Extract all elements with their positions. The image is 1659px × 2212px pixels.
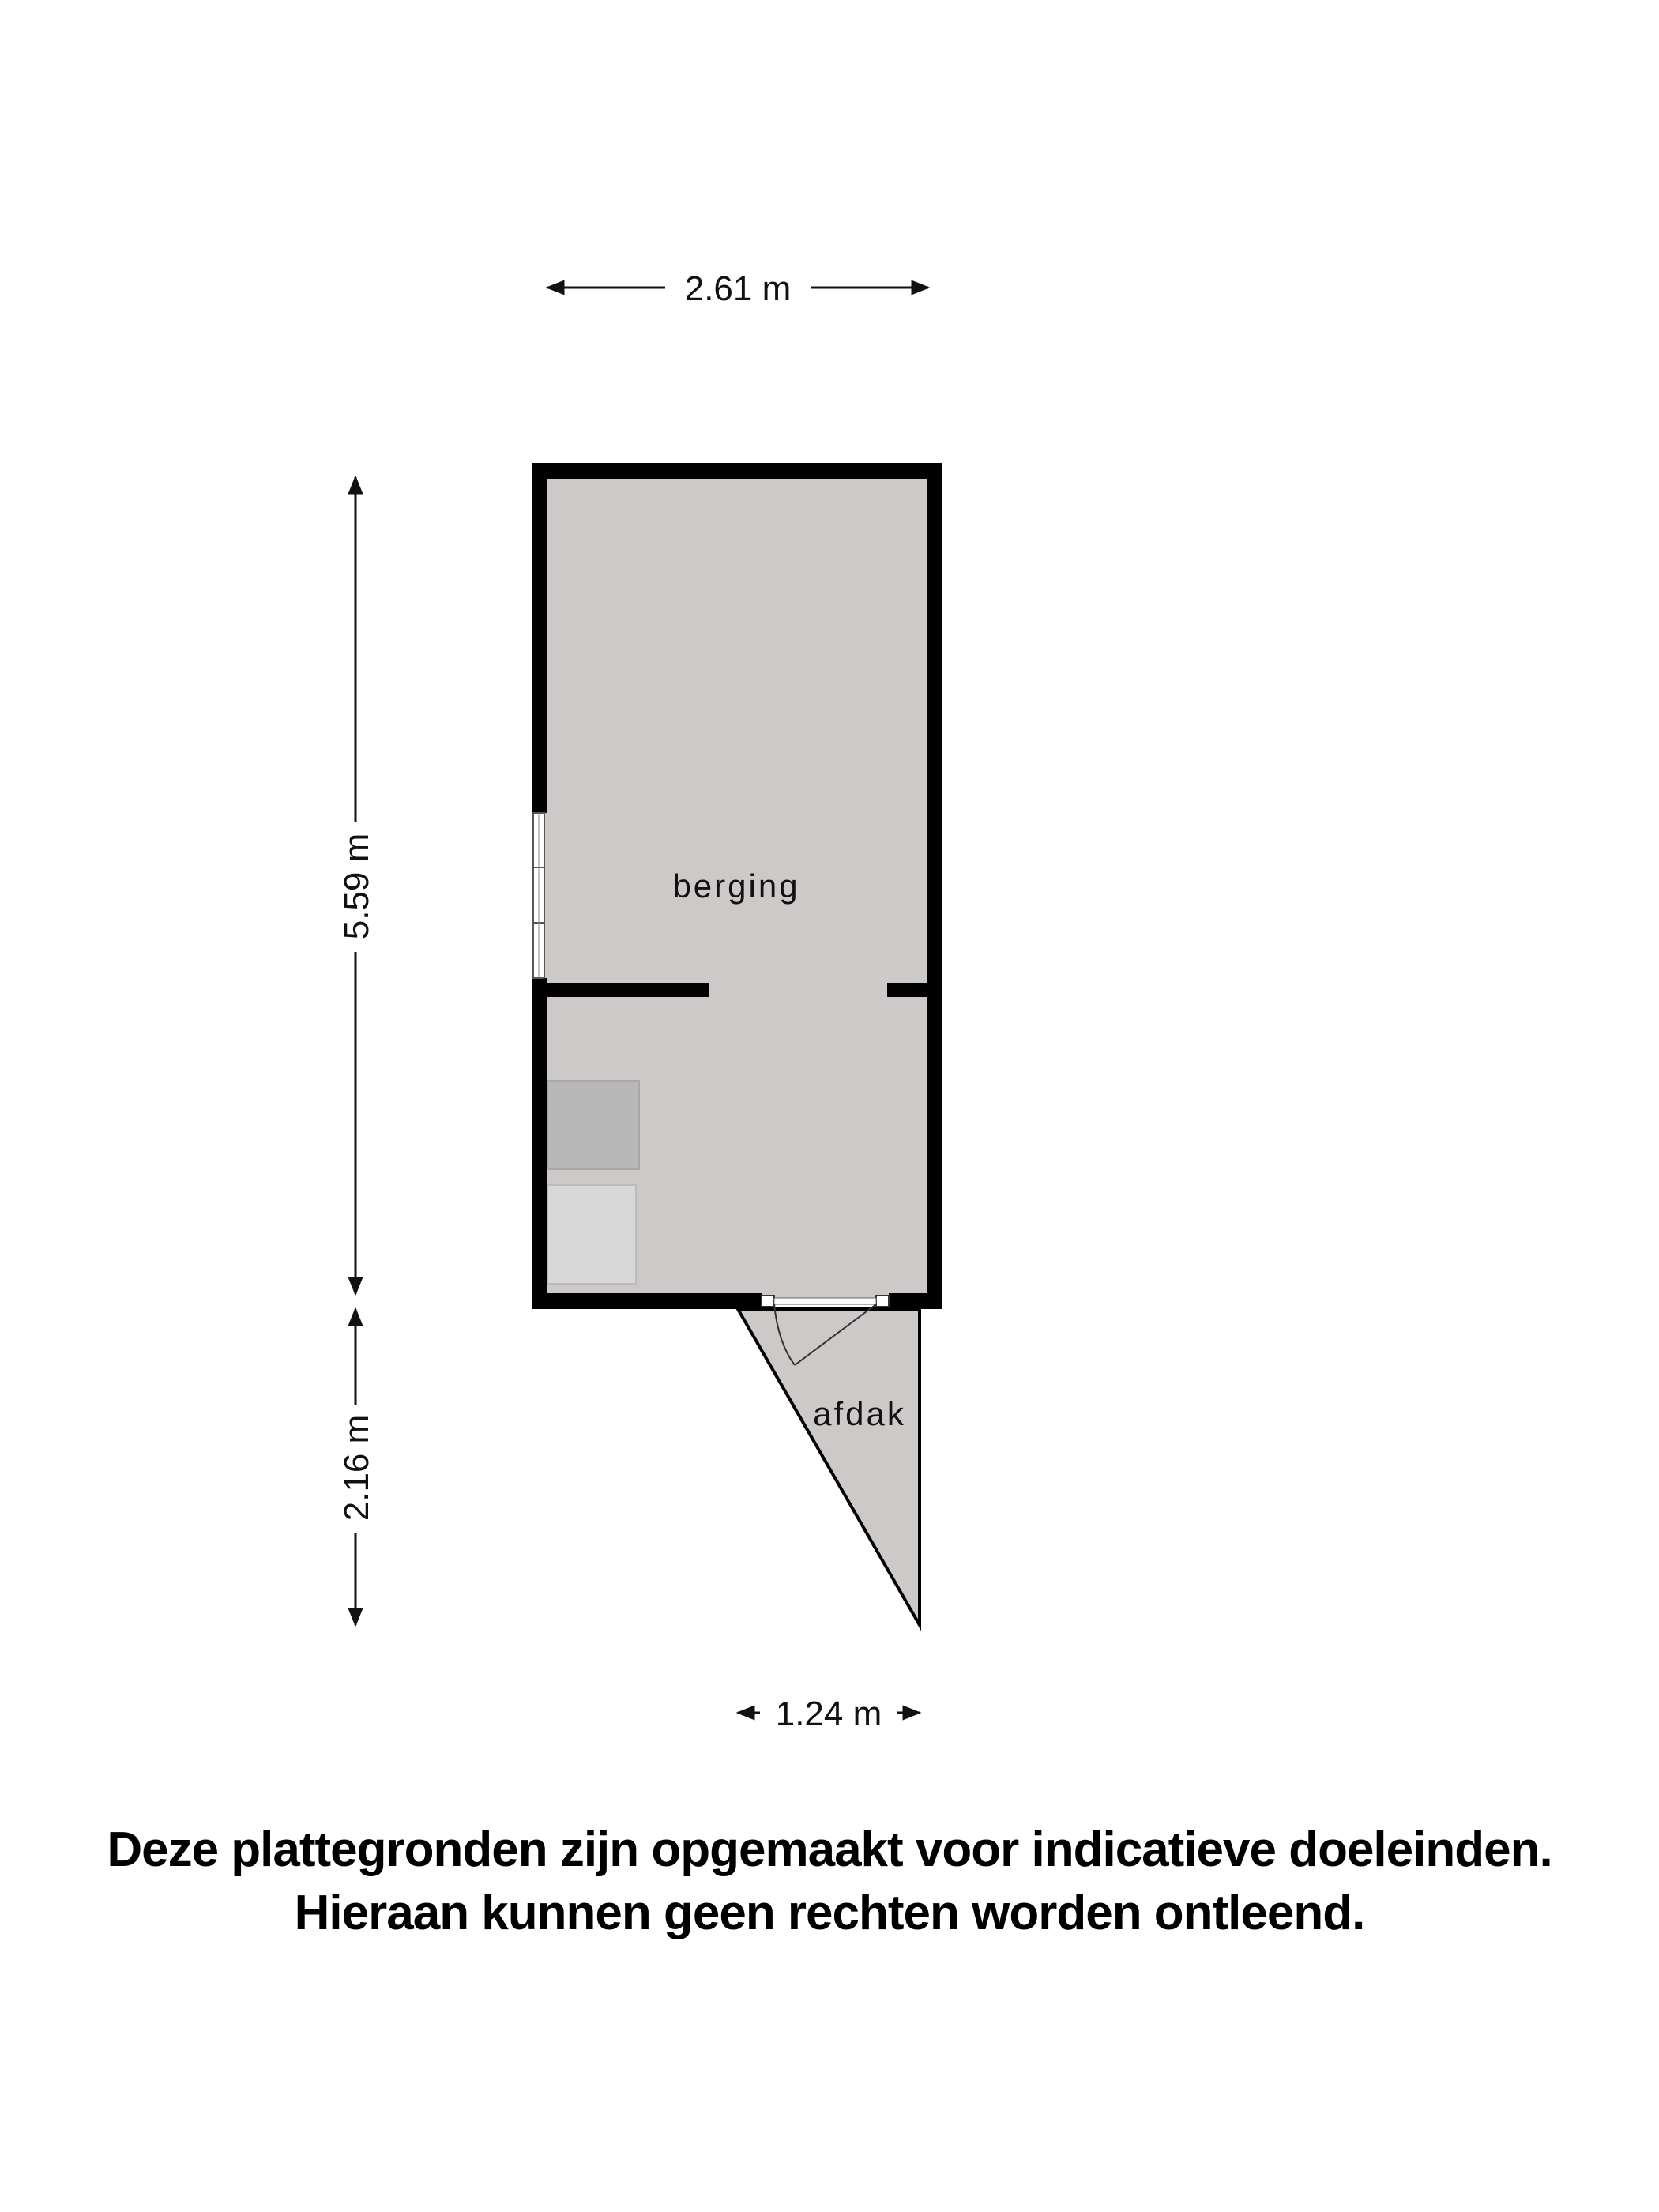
dimension-label-height-afdak: 2.16 m (337, 1414, 376, 1522)
dimension-left-main (337, 477, 376, 1294)
dimension-bottom (738, 1695, 920, 1733)
room-label-afdak: afdak (813, 1395, 906, 1432)
window (533, 813, 544, 978)
appliance-light (547, 1185, 636, 1284)
dimension-label-afdak-width: 1.24 m (775, 1695, 882, 1733)
afdak-area (738, 1309, 920, 1625)
room-label-berging: berging (672, 867, 800, 905)
appliance-dark (547, 1081, 639, 1169)
dimension-label-height-main: 5.59 m (337, 833, 376, 940)
dimension-left-afdak (337, 1309, 376, 1625)
dimension-top (547, 269, 928, 308)
disclaimer-line-2: Hieraan kunnen geen rechten worden ontleend. (294, 1886, 1365, 1940)
disclaimer-line-1: Deze plattegronden zijn opgemaakt voor indicatieve doeleinden. (107, 1823, 1552, 1877)
dimension-label-width: 2.61 m (684, 269, 792, 308)
